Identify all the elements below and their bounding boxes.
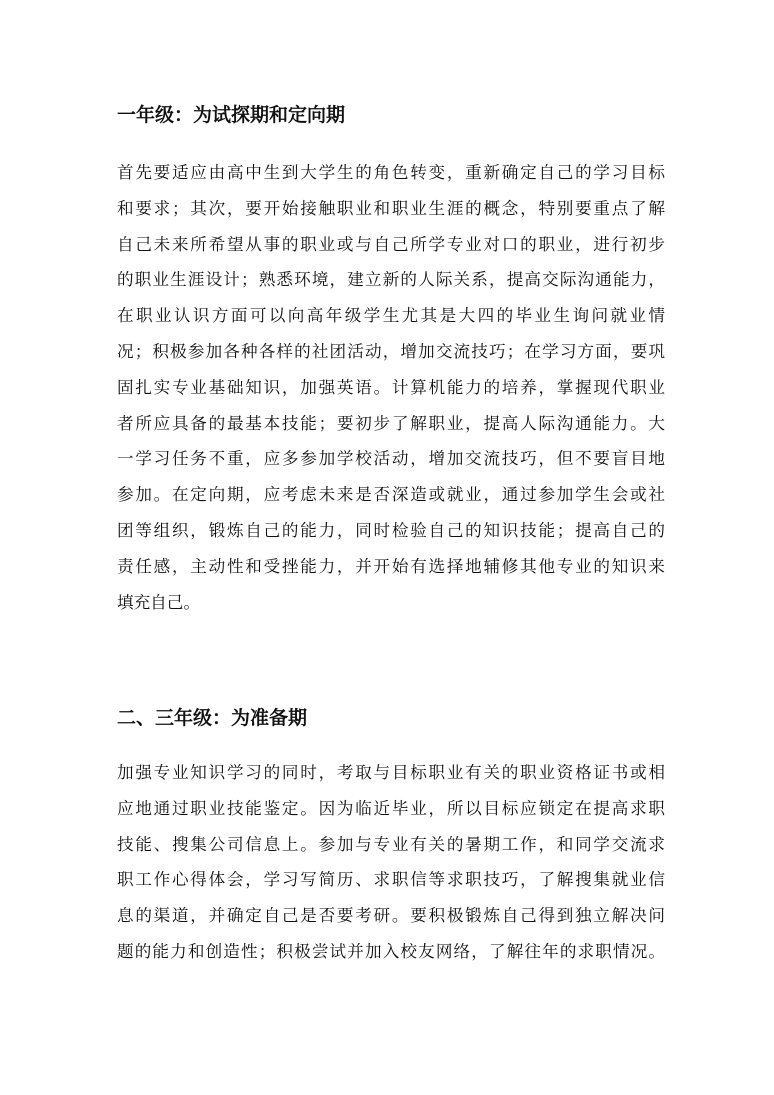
paragraph-line: 责任感，主动性和受挫能力，并开始有选择地辅修其他专业的知识来 [117, 556, 665, 576]
paragraph-year-one [117, 155, 665, 620]
paragraph-line: 在职业认识方面可以向高年级学生尤其是大四的毕业生询问就业情 [117, 306, 665, 326]
paragraph-body [117, 155, 665, 620]
paragraph-line: 参加。在定向期，应考虑未来是否深造或就业，通过参加学生会或社 [117, 485, 665, 505]
paragraph-line: 的职业生涯设计；熟悉环境，建立新的人际关系，提高交际沟通能力， [117, 270, 665, 290]
paragraph-line: 一学习任务不重，应多参加学校活动，增加交流技巧，但不要盲目地 [117, 449, 665, 469]
paragraph-line: 题的能力和创造性；积极尝试并加入校友网络，了解往年的求职情况。 [117, 941, 665, 961]
section-heading-years-two-three [117, 705, 665, 731]
paragraph-line: 团等组织，锻炼自己的能力，同时检验自己的知识技能；提高自己的 [117, 520, 665, 540]
paragraph-line: 况；积极参加各种各样的社团活动，增加交流技巧；在学习方面，要巩 [117, 341, 665, 361]
paragraph-line: 技能、搜集公司信息上。参加与专业有关的暑期工作，和同学交流求 [117, 834, 665, 854]
paragraph-line: 息的渠道，并确定自己是否要考研。要积极锻炼自己得到独立解决问 [117, 906, 665, 926]
paragraph-line: 自己未来所希望从事的职业或与自己所学专业对口的职业，进行初步 [117, 234, 665, 254]
section-heading-year-one [117, 102, 665, 128]
paragraph-line: 者所应具备的最基本技能；要初步了解职业，提高人际沟通能力。大 [117, 413, 665, 433]
paragraph-line: 首先要适应由高中生到大学生的角色转变，重新确定自己的学习目标 [117, 163, 665, 182]
paragraph-line: 固扎实专业基础知识，加强英语。计算机能力的培养，掌握现代职业 [117, 377, 665, 397]
paragraph-line: 加强专业知识学习的同时，考取与目标职业有关的职业资格证书或相 [117, 763, 665, 782]
paragraph-line: 和要求；其次，要开始接触职业和职业生涯的概念，特别要重点了解 [117, 198, 665, 218]
paragraph-line: 应地通过职业技能鉴定。因为临近毕业，所以目标应锁定在提高求职 [117, 798, 665, 818]
paragraph-years-two-three [117, 755, 665, 970]
heading-text: 一年级：为试探期和定向期 [117, 104, 346, 126]
paragraph-line: 填充自己。 [117, 592, 200, 612]
heading-text: 二、三年级：为准备期 [117, 707, 308, 729]
paragraph-body [117, 755, 665, 970]
paragraph-line: 职工作心得体会，学习写简历、求职信等求职技巧，了解搜集就业信 [117, 870, 665, 890]
